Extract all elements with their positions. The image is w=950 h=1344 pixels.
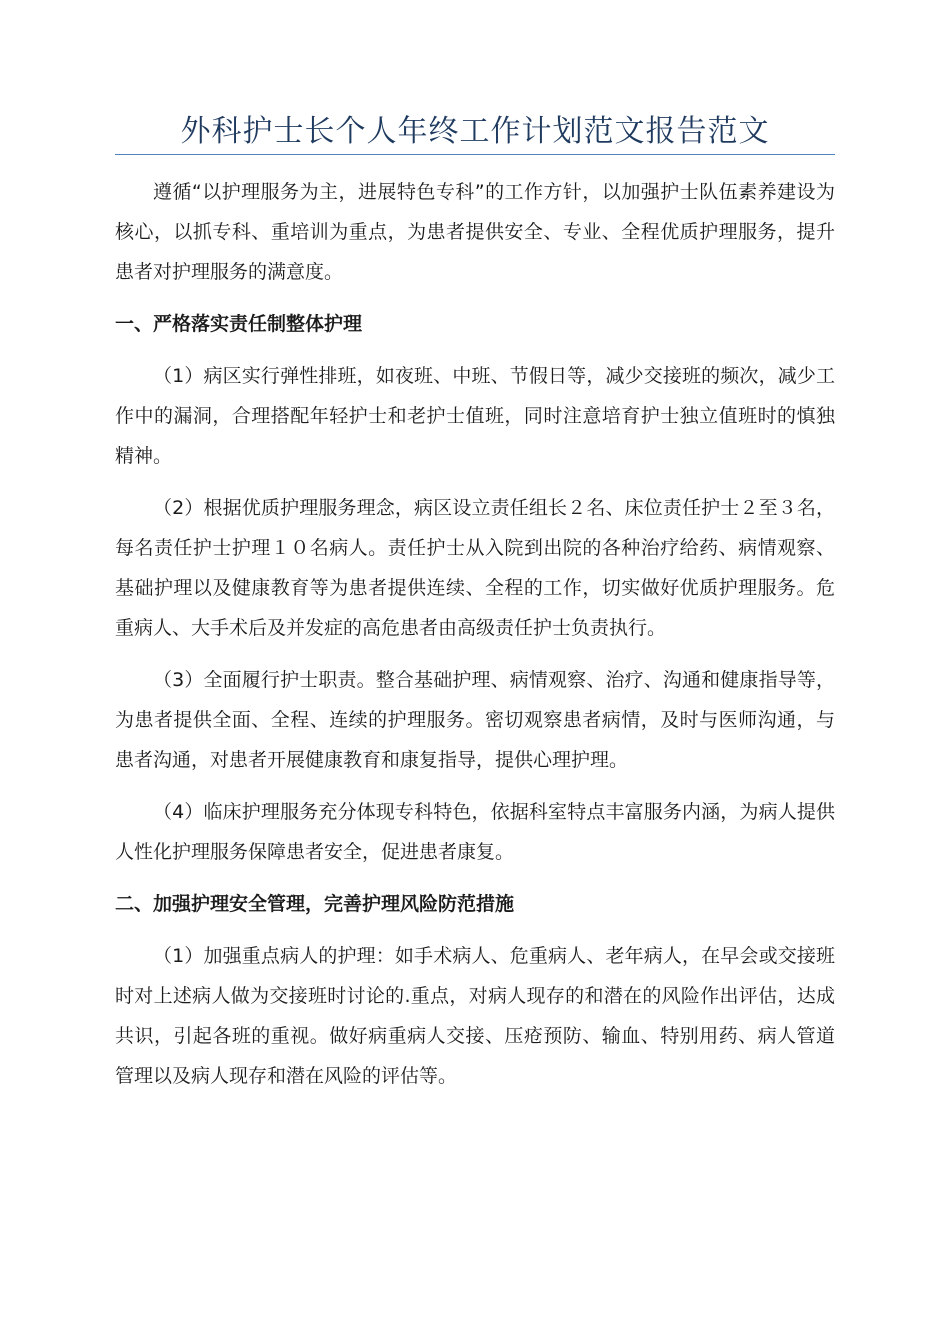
title-underline xyxy=(115,154,835,155)
section-1-paragraph-2: （2）根据优质护理服务理念，病区设立责任组长２名、床位责任护士２至３名，每名责任护士护理１０名病人。责任护士从入院到出院的各种治疗给药、病情观察、基础护理以及健康教育等为患者提供连续、全程的工作，切实做好优质护理服务。危重病人、大手术后及并发症的高危患者由高级责任护士负责执行。 xyxy=(115,497,835,639)
section-1-paragraph-3: （3）全面履行护士职责。整合基础护理、病情观察、治疗、沟通和健康指导等，为患者提供全面、全程、连续的护理服务。密切观察患者病情，及时与医师沟通，与患者沟通，对患者开展健康教育和康复指导，提供心理护理。 xyxy=(115,669,835,771)
section-heading-2: 二、加强护理安全管理，完善护理风险防范措施 xyxy=(115,893,515,915)
section-2-paragraph-1: （1）加强重点病人的护理：如手术病人、危重病人、老年病人，在早会或交接班时对上述病人做为交接班时讨论的.重点，对病人现存的和潜在的风险作出评估，达成共识，引起各班的重视。做好病重病人交接、压疮预防、输血、特别用药、病人管道管理以及病人现存和潜在风险的评估等。 xyxy=(115,945,835,1087)
section-1-paragraph-4: （4）临床护理服务充分体现专科特色，依据科室特点丰富服务内涵，为病人提供人性化护理服务保障患者安全，促进患者康复。 xyxy=(115,801,835,863)
document-body xyxy=(115,172,835,1108)
section-heading-1: 一、严格落实责任制整体护理 xyxy=(115,313,363,335)
section-1-paragraph-1: （1）病区实行弹性排班，如夜班、中班、节假日等，减少交接班的频次，减少工作中的漏洞，合理搭配年轻护士和老护士值班，同时注意培育护士独立值班时的慎独精神。 xyxy=(115,365,835,467)
intro-paragraph: 遵循“以护理服务为主，进展特色专科”的工作方针，以加强护士队伍素养建设为核心，以抓专科、重培训为重点，为患者提供安全、专业、全程优质护理服务，提升患者对护理服务的满意度。 xyxy=(115,181,835,283)
document-title: 外科护士长个人年终工作计划范文报告范文 xyxy=(180,114,770,149)
